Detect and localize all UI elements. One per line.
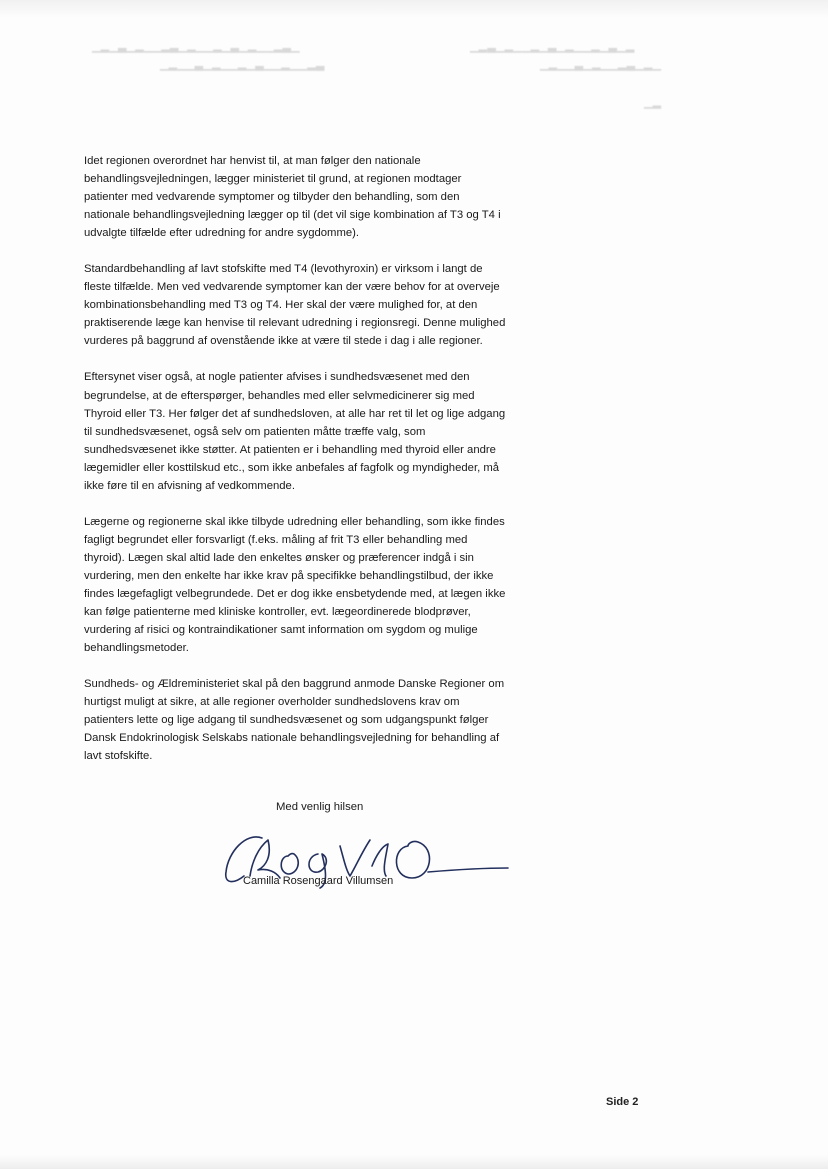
- letter-body: [84, 152, 584, 783]
- text-line: sundhedsvæsenet ikke støtter. At patienten er i behandling med thyroid eller andre: [84, 443, 496, 456]
- signer-name: Camilla Rosengaard Villumsen: [243, 875, 394, 887]
- bleed-through-text: ▁▂▁▁▃▁▂▁▁▂▁▃▁▁▂▁▁▂▃: [160, 59, 325, 71]
- text-line: til sundhedsvæsenet, også selv om patienten måtte træffe valg, som: [84, 425, 426, 438]
- paragraph: [84, 513, 584, 657]
- text-line: praktiserende læge kan henvise til relevant udredning i regionsregi. Denne mulighed: [84, 317, 506, 330]
- bleed-through-text: ▁▂▃▁▂▁▁▂▁▃▁▂▁▁▂▁▃▁▂: [470, 41, 635, 53]
- text-line: vurdering af risici og kontraindikationer samt information om sygdom og mulige: [84, 624, 478, 637]
- paragraph: [84, 368, 584, 494]
- paragraph: [84, 675, 584, 765]
- page-number: Side 2: [606, 1096, 639, 1108]
- paragraph: [84, 260, 584, 350]
- text-line: Standardbehandling af lavt stofskifte med T4 (levothyroxin) er virksom i langt de: [84, 263, 483, 276]
- text-line: findes lægefagligt velbegrundede. Det er dog ikke ensbetydende med, at lægen ikke: [84, 587, 506, 600]
- text-line: patienters lette og lige adgang til sundhedsvæsenet og som udgangspunkt følger: [84, 714, 489, 727]
- text-line: vurderes på baggrund af ovenstående ikke at være til stede i dag i alle regioner.: [84, 335, 483, 348]
- text-line: patienter med vedvarende symptomer og tilbyder den behandling, som den: [84, 191, 460, 204]
- text-line: Sundheds- og Ældreministeriet skal på den baggrund anmode Danske Regioner om: [84, 678, 505, 691]
- text-line: lægemidler eller kosttilskud etc., som ikke anbefales af fagfolk og myndigheder, må: [84, 461, 500, 474]
- text-line: Thyroid eller T3. Her følger det af sundhedsloven, at alle har ret til let og lige adgang: [84, 407, 506, 420]
- text-line: udvalgte tilfælde efter udredning for andre sygdomme).: [84, 227, 360, 240]
- text-line: Idet regionen overordnet har henvist til, at man følger den nationale: [84, 155, 421, 167]
- text-line: behandlingsvejledningen, lægger ministeriet til grund, at regionen modtager: [84, 173, 462, 186]
- text-line: begrundelse, at de efterspørger, behandles med eller selvmedicinerer sig med: [84, 389, 475, 402]
- text-line: kan følge patienterne med kliniske kontroller, evt. lægeordinerede blodprøver,: [84, 606, 471, 619]
- text-line: Lægerne og regionerne skal ikke tilbyde udredning eller behandling, som ikke findes: [84, 515, 505, 528]
- bleed-through-text: ▁▂▁▃▁▂▁▁▂▃▁▂▁▁▂▁▃▁▂▁▁▂▃▁: [92, 41, 300, 53]
- text-line: lavt stofskifte.: [84, 750, 153, 763]
- text-line: kombinationsbehandling med T3 og T4. Her skal der være mulighed for, at den: [84, 299, 478, 312]
- text-line: hurtigst muligt at sikre, at alle regioner overholder sundhedslovens krav om: [84, 696, 460, 709]
- text-line: behandlingsmetoder.: [84, 642, 189, 655]
- text-line: nationale behandlingsvejledning lægger op til (det vil sige kombination af T3 og T4 i: [84, 209, 501, 222]
- text-line: Dansk Endokrinologisk Selskabs nationale behandlingsvejledning for behandling af: [84, 732, 500, 745]
- text-line: fagligt begrundet eller forsvarligt (f.eks. måling af frit T3 eller behandling med: [84, 533, 468, 546]
- bleed-through-text: ▁▂: [644, 97, 662, 109]
- text-line: ikke føre til en afvisning af vedkommende.: [84, 479, 295, 492]
- text-line: fleste tilfælde. Men ved vedvarende symptomer kan der være behov for at overveje: [84, 281, 500, 294]
- closing-salutation: Med venlig hilsen: [276, 801, 364, 813]
- paragraph: [84, 152, 584, 242]
- bleed-through-text: ▁▂▁▁▃▁▂▁▁▂▃▁▂▁: [540, 59, 662, 71]
- scan-edge-bottom: [0, 1155, 828, 1169]
- text-line: vurdering, men den enkelte har ikke krav på specifikke behandlingstilbud, der ikke: [84, 569, 494, 582]
- text-line: thyroid). Lægen skal altid lade den enkeltes ønsker og præferencer indgå i sin: [84, 551, 474, 564]
- text-line: Eftersynet viser også, at nogle patienter afvises i sundhedsvæsenet med den: [84, 371, 470, 384]
- scan-edge-top: [0, 0, 828, 18]
